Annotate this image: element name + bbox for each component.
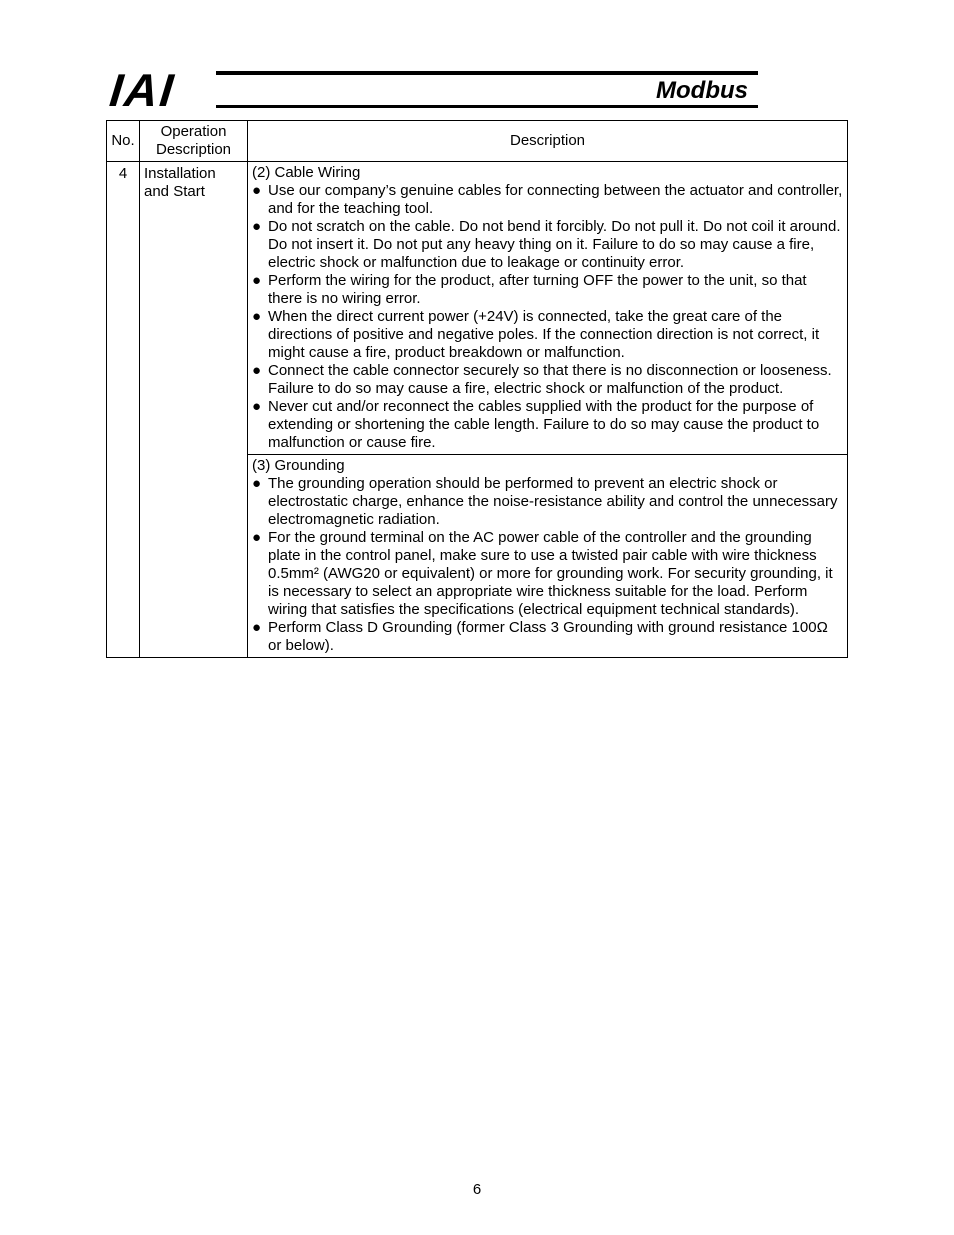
section-title: (3) Grounding (252, 457, 345, 474)
list-item: ● When the direct current power (+24V) is connected, take the great care of the directions of positive and negative poles. If the connection direction is not correct, it might cause a fire, product breakdown or malfunction. (252, 308, 820, 361)
bullet-list (252, 182, 843, 452)
row-operation: Installation and Start (140, 162, 248, 658)
bullet-icon: ● (252, 308, 262, 325)
section-grounding (248, 455, 848, 658)
list-item: ● Connect the cable connector securely so that there is no disconnection or looseness. Failure to do so may cause a fire, electric shock or malfunction of the product. (252, 362, 832, 397)
row-number: 4 (107, 162, 140, 658)
bullet-list (252, 475, 843, 655)
list-item: ● The grounding operation should be performed to prevent an electric shock or electrostatic charge, enhance the noise-resistance ability and control the unnecessary electromagnetic radiation. (252, 475, 838, 528)
bullet-icon: ● (252, 272, 262, 289)
header-description: Description (248, 121, 848, 162)
bullet-icon: ● (252, 398, 262, 415)
list-item: ● Perform Class D Grounding (former Class 3 Grounding with ground resistance 100Ω or below). (252, 619, 828, 654)
header-rule-top (216, 71, 758, 75)
header-no: No. (107, 121, 140, 162)
bullet-icon: ● (252, 619, 262, 636)
bullet-icon: ● (252, 362, 262, 379)
header-title: Modbus (656, 77, 748, 104)
section-title: (2) Cable Wiring (252, 164, 361, 181)
bullet-icon: ● (252, 218, 262, 235)
bullet-icon: ● (252, 529, 262, 546)
list-item: ● Do not scratch on the cable. Do not bend it forcibly. Do not pull it. Do not coil it around. Do not insert it. Do not put any heavy thing on it. Failure to do so may cause a fire, electric shock or malfunction due to leakage or continuity error. (252, 218, 841, 271)
list-item: ● Perform the wiring for the product, after turning OFF the power to the unit, so that there is no wiring error. (252, 272, 807, 307)
header-rule-bottom (216, 105, 758, 108)
bullet-icon: ● (252, 182, 262, 199)
header-operation: Operation Description (140, 121, 248, 162)
page-header (107, 64, 760, 116)
table-header-row (107, 121, 848, 162)
list-item: ● For the ground terminal on the AC power cable of the controller and the grounding plate in the control panel, make sure to use a twisted pair cable with wire thickness 0.5mm² (AWG20 or equivalent) or more for grounding work. For security grounding, it is necessary to select an appropriate wire thickness suitable for the load. Perform wiring that satisfies the specifications (electrical equipment technical standards). (252, 529, 833, 618)
list-item: ● Never cut and/or reconnect the cables supplied with the product for the purpose of extending or shortening the cable length. Failure to do so may cause the product to malfunction or cause fire. (252, 398, 820, 451)
operation-table (106, 120, 848, 658)
bullet-icon: ● (252, 475, 262, 492)
section-cable-wiring (248, 162, 848, 455)
table-row (107, 162, 848, 455)
page-number: 6 (472, 1181, 482, 1198)
company-logo: IAI (107, 64, 178, 116)
list-item: ● Use our company’s genuine cables for connecting between the actuator and controller, and for the teaching tool. (252, 182, 843, 217)
